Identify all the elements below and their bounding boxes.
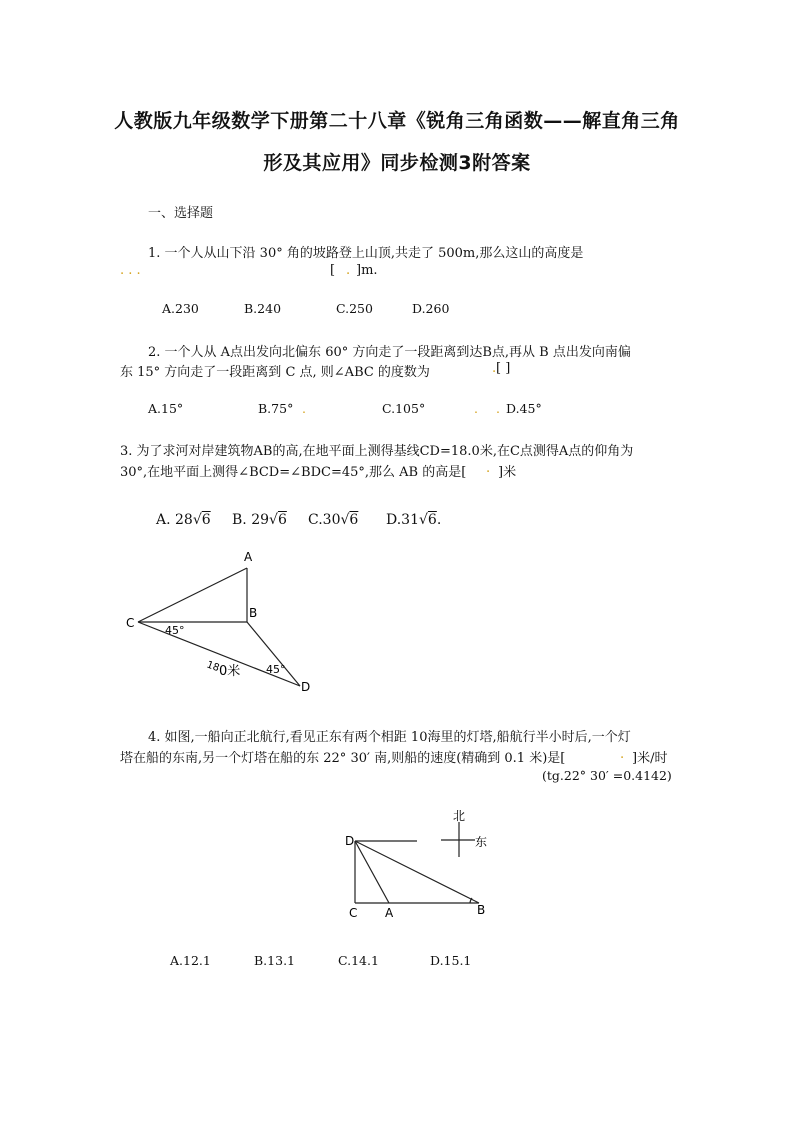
q1-blank-open: [ — [330, 263, 336, 278]
q1-blank-close: ]m. — [356, 263, 378, 278]
sqrt-icon: √ — [269, 512, 278, 528]
label-c: C — [126, 616, 135, 630]
line-db — [355, 841, 479, 903]
q3-option-a: A. 28√6 — [156, 512, 211, 528]
q2-mark-2: . — [474, 401, 478, 416]
q2-blank: [ ] — [496, 361, 511, 376]
label-b: B — [477, 903, 486, 917]
q1-dots: . . . — [120, 263, 141, 278]
q1-option-c: C.250 — [336, 301, 373, 316]
title-line-2: 形及其应用》同步检测3附答案 — [263, 152, 531, 174]
q2-mark-3: . — [496, 401, 500, 416]
q4-option-c: C.14.1 — [338, 953, 379, 968]
section-heading: 一、选择题 — [148, 206, 214, 221]
q2-mark-1: . — [302, 401, 306, 416]
title-line-1: 人教版九年级数学下册第二十八章《锐角三角函数——解直角三角 — [114, 110, 680, 132]
q2-option-b: B.75° — [258, 401, 294, 416]
q3-blank-dot: . — [486, 461, 491, 476]
q4-blank-end: ]米/时 — [632, 751, 668, 766]
north-label: 北 — [453, 809, 466, 823]
q2-text-line2: 东 15° 方向走了一段距离到 C 点, 则∠ABC 的度数为 — [120, 365, 430, 380]
q2-blank-dot: . — [492, 361, 497, 376]
q1-option-a: A.230 — [162, 301, 199, 316]
q2-option-d: D.45° — [506, 401, 542, 416]
q2-option-a: A.15° — [148, 401, 184, 416]
angle-c-label: 45° — [165, 624, 185, 637]
sqrt-icon: √ — [192, 512, 202, 528]
q1-blank-dot: . — [346, 263, 351, 278]
label-d: D — [301, 680, 311, 694]
q4-figure — [335, 805, 505, 925]
sqrt-icon: √ — [340, 512, 350, 528]
label-c: C — [349, 906, 358, 920]
q4-option-b: B.13.1 — [254, 953, 295, 968]
q3-option-d: D.31√6. — [386, 512, 442, 528]
q2-option-c: C.105° — [382, 401, 426, 416]
q3-text-line2: 30°,在地平面上测得∠BCD=∠BDC=45°,那么 AB 的高是[ — [120, 465, 467, 480]
q4-hint: (tg.22° 30′ =0.4142) — [542, 768, 672, 783]
q4-text-line1: 4. 如图,一船向正北航行,看见正东有两个相距 10海里的灯塔,船航行半小时后,一个灯 — [148, 730, 631, 745]
label-b: B — [249, 606, 258, 620]
q1-option-b: B.240 — [244, 301, 282, 316]
angle-d-label: 45° — [266, 663, 286, 676]
q3-blank-end: ]米 — [498, 465, 517, 480]
q2-text-line1: 2. 一个人从 A点出发向北偏东 60° 方向走了一段距离到达B点,再从 B 点出发向南偏 — [148, 345, 631, 360]
label-a: A — [244, 550, 253, 564]
label-a: A — [385, 906, 394, 920]
sqrt-icon: √ — [419, 512, 428, 528]
line-bd — [247, 622, 300, 686]
east-label: 东 — [475, 835, 488, 849]
line-ca — [138, 568, 247, 622]
q3-option-b: B. 29√6 — [232, 512, 287, 528]
q3-text-line1: 3. 为了求河对岸建筑物AB的高,在地平面上测得基线CD=18.0米,在C点测得A点的仰角为 — [120, 444, 634, 459]
q1-text: 1. 一个人从山下沿 30° 角的坡路登上山顶,共走了 500m,那么这山的高度是 — [148, 246, 584, 261]
length-unit: 0米 — [219, 664, 241, 679]
q4-option-a: A.12.1 — [170, 953, 211, 968]
length-label: 18 — [204, 659, 221, 675]
q3-figure — [120, 545, 330, 695]
q4-text-line2: 塔在船的东南,另一个灯塔在船的东 22° 30′ 南,则船的速度(精确到 0.1 米)是[ — [120, 751, 566, 766]
q3-option-c: C.30√6 — [308, 512, 359, 528]
q4-blank-dot: . — [620, 747, 625, 762]
q4-option-d: D.15.1 — [430, 953, 472, 968]
line-da — [355, 841, 389, 903]
label-d: D — [345, 834, 355, 848]
q1-option-d: D.260 — [412, 301, 450, 316]
